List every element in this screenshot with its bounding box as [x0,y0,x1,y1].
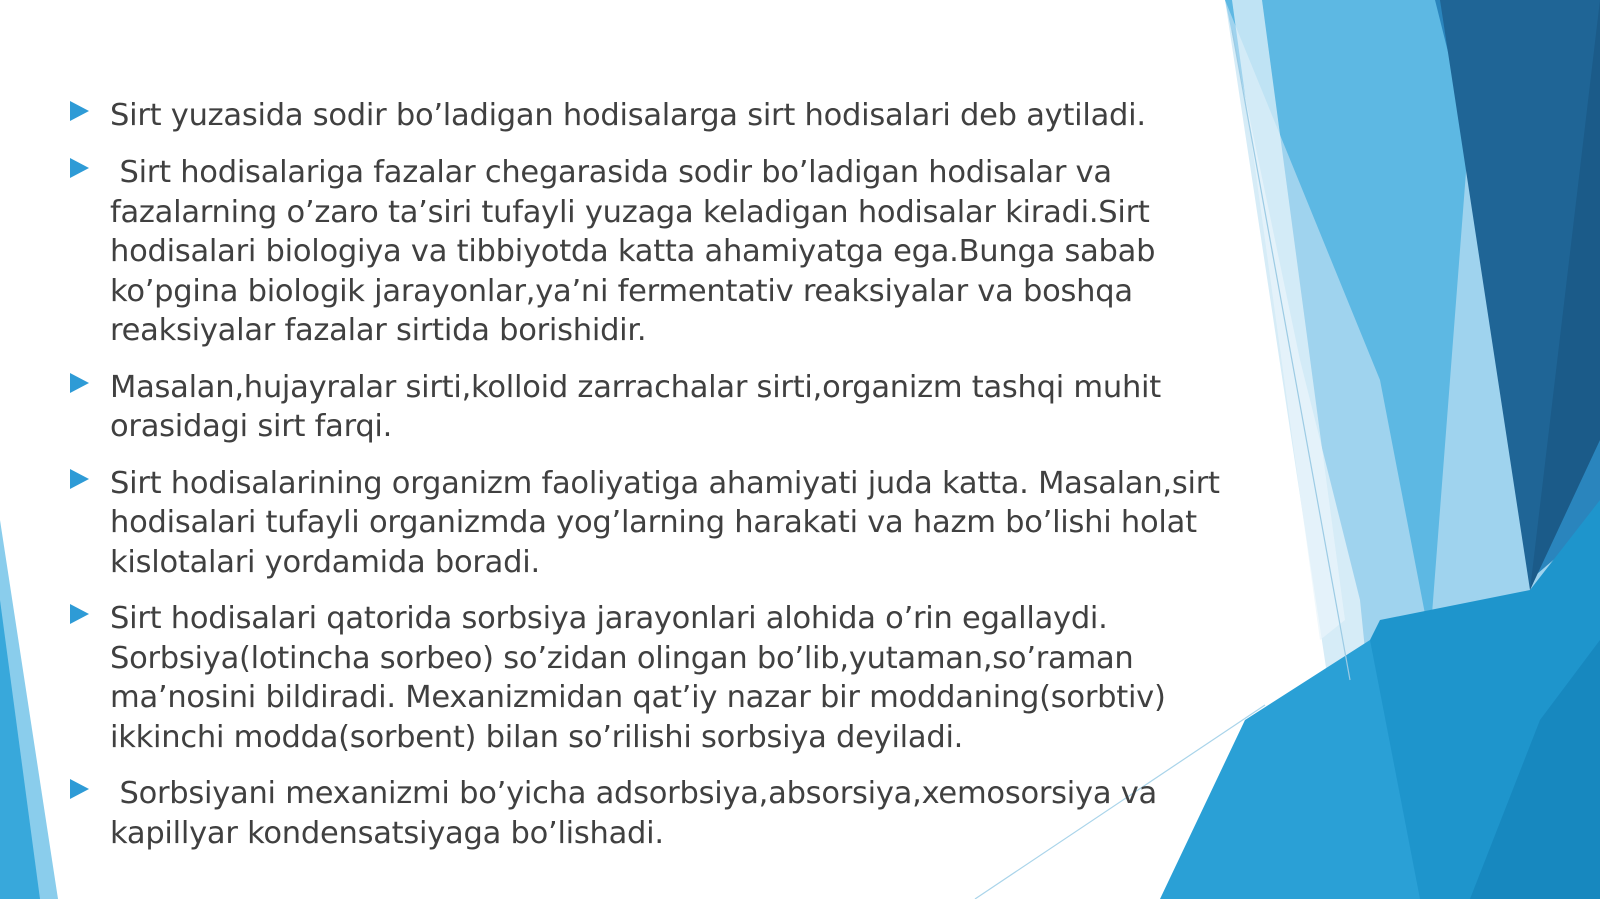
bullet-text: Sirt hodisalarining organizm faoliyatiga ahamiyati juda katta. Masalan,sirt hodisalari tufayli organizmda yog’larning harakati va hazm bo’lishi holat kislotalari yordamida boradi. [110,465,1230,580]
bullet-text: Sorbsiyani mexanizmi bo’yicha adsorbsiya,absorsiya,xemosorsiya va kapillyar kondensatsiyaga bo’lishadi. [110,776,1167,851]
bullet-list [66,96,1230,870]
bullet-text: Sirt yuzasida sodir bo’ladigan hodisalarga sirt hodisalari deb aytiladi. [110,98,1146,133]
bullet-item [66,153,1226,351]
bullet-item [66,96,1226,136]
bullet-arrow-icon [66,96,110,136]
bullet-arrow-icon [66,774,110,814]
bullet-item [66,368,1226,447]
bullet-arrow-icon [66,464,110,504]
bullet-item [66,464,1230,583]
bullet-text: Masalan,hujayralar sirti,kolloid zarrachalar sirti,organizm tashqi muhit orasidagi sirt farqi. [110,369,1171,444]
bullet-arrow-icon [66,368,110,408]
bullet-arrow-icon [66,153,110,193]
bullet-text: Sirt hodisalari qatorida sorbsiya jarayonlari alohida o’rin egallaydi. Sorbsiya(lotincha sorbeo) so’zidan olingan bo’lib,yutaman,so’raman ma’nosini bildiradi. Mexanizmidan qat’iy nazar bir moddaning(sorbtiv) ikkinchi modda(sorbent) bilan so’rilishi sorbsiya deyiladi. [110,601,1176,755]
bullet-item [66,774,1226,853]
bullet-text: Sirt hodisalariga fazalar chegarasida sodir bo’ladigan hodisalar va fazalarning o’zaro ta’siri tufayli yuzaga keladigan hodisalar kiradi.Sirt hodisalari biologiya va tibbiyotda katta ahamiyatga ega.Bunga sabab ko’pgina biologik jarayonlar,ya’ni fermentativ reaksiyalar va boshqa reaksiyalar fazalar sirtida borishidir. [110,155,1165,348]
bullet-arrow-icon [66,599,110,639]
bullet-item [66,599,1226,757]
